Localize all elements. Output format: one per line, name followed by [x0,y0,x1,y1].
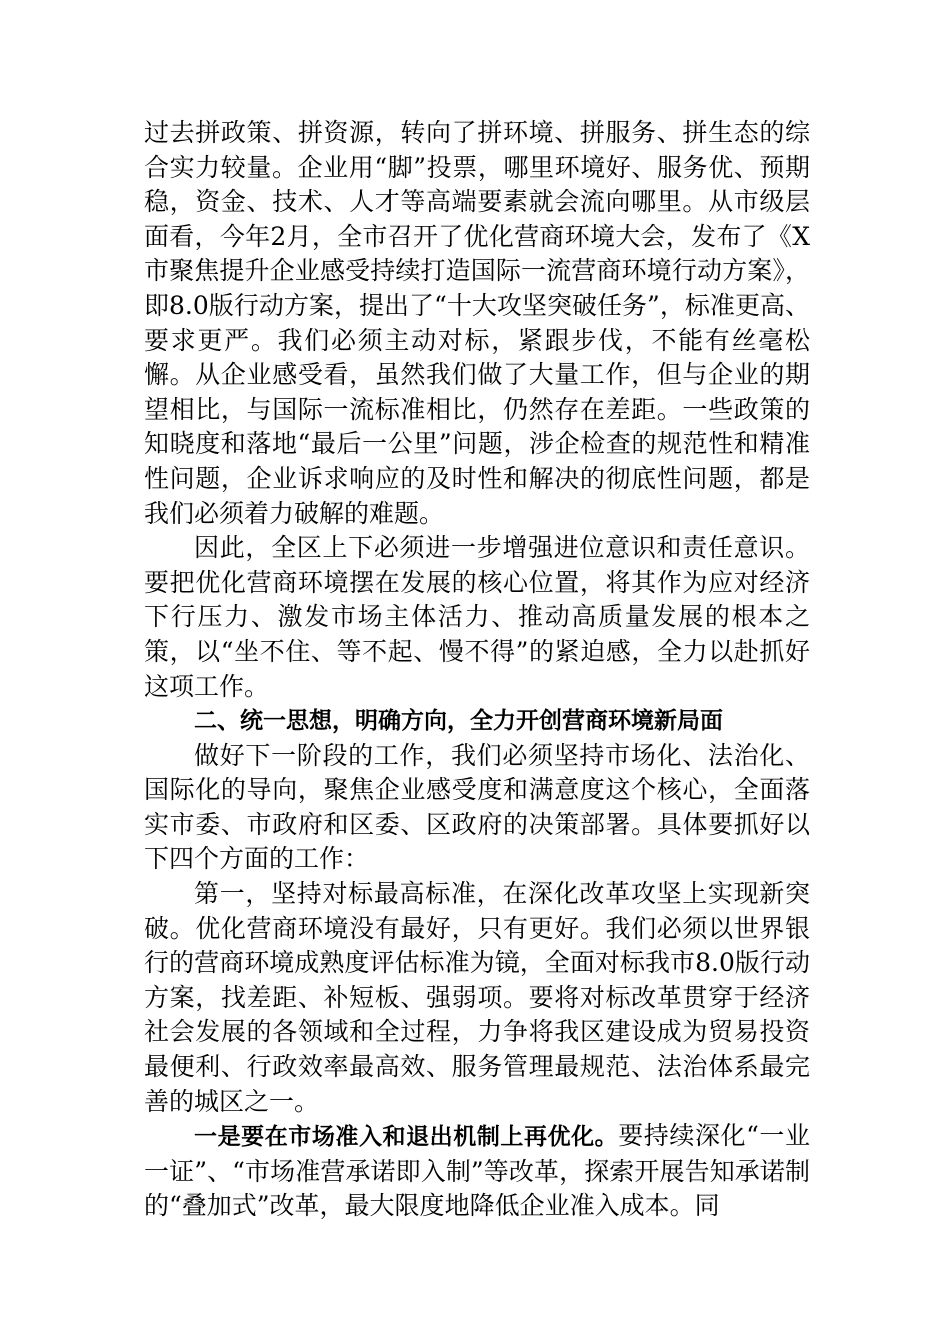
section-heading-two: 二、统一思想，明确方向，全力开创营商环境新局面 [194,708,723,735]
paragraph-business-environment-context: 过去拼政策、拼资源，转向了拼环境、拼服务、拼生态的综合实力较量。企业用“脚”投票，哪里环境好、服务优、预期稳，资金、技术、人才等高端要素就会流向哪里。从市级层面看，今年2月，全市召开了优化营商环境大会，发布了《X市聚焦提升企业感受持续打造国际一流营商环境行动方案》，即8.0版行动方案，提出了“十大攻坚突破任务”，标准更高、要求更严。我们必须主动对标，紧跟步伐，不能有丝毫松懈。从企业感受看，虽然我们做了大量工作，但与企业的期望相比，与国际一流标准相比，仍然存在差距。一些政策的知晓度和落地“最后一公里”问题，涉企检查的规范性和精准性问题，企业诉求响应的及时性和解决的彻底性问题，都是我们必须着力破解的难题。 [144,118,810,528]
paragraph-lead-sentence: 一是要在市场准入和退出机制上再优化。 [194,1124,619,1151]
paragraph-market-access [144,1119,810,1224]
paragraph-first-benchmark-standard: 第一，坚持对标最高标准，在深化改革攻坚上实现新突破。优化营商环境没有最好，只有更好。我们必须以世界银行的营商环境成熟度评估标准为镜，全面对标我市8.0版行动方案，找差距、补短板、强弱项。要将对标改革贯穿于经济社会发展的各领域和全过程，力争将我区建设成为贸易投资最便利、行政效率最高效、服务管理最规范、法治体系最完善的城区之一。 [144,879,810,1116]
paragraph-next-stage-work: 做好下一阶段的工作，我们必须坚持市场化、法治化、国际化的导向，聚焦企业感受度和满意度这个核心，全面落实市委、市政府和区委、区政府的决策部署。具体要抓好以下四个方面的工作： [144,740,810,874]
document-page [144,116,810,1224]
paragraph-body-text: 要持续深化“一业一证”、“市场准营承诺即入制”等改革，探索开展告知承诺制的“叠加式”改革，最大限度地降低企业准入成本。同 [144,1121,810,1221]
paragraph-responsibility-awareness: 因此，全区上下必须进一步增强进位意识和责任意识。要把优化营商环境摆在发展的核心位置，将其作为应对经济下行压力、激发市场主体活力、推动高质量发展的根本之策，以“坐不住、等不起、慢不得”的紧迫感，全力以赴抓好这项工作。 [144,533,810,701]
